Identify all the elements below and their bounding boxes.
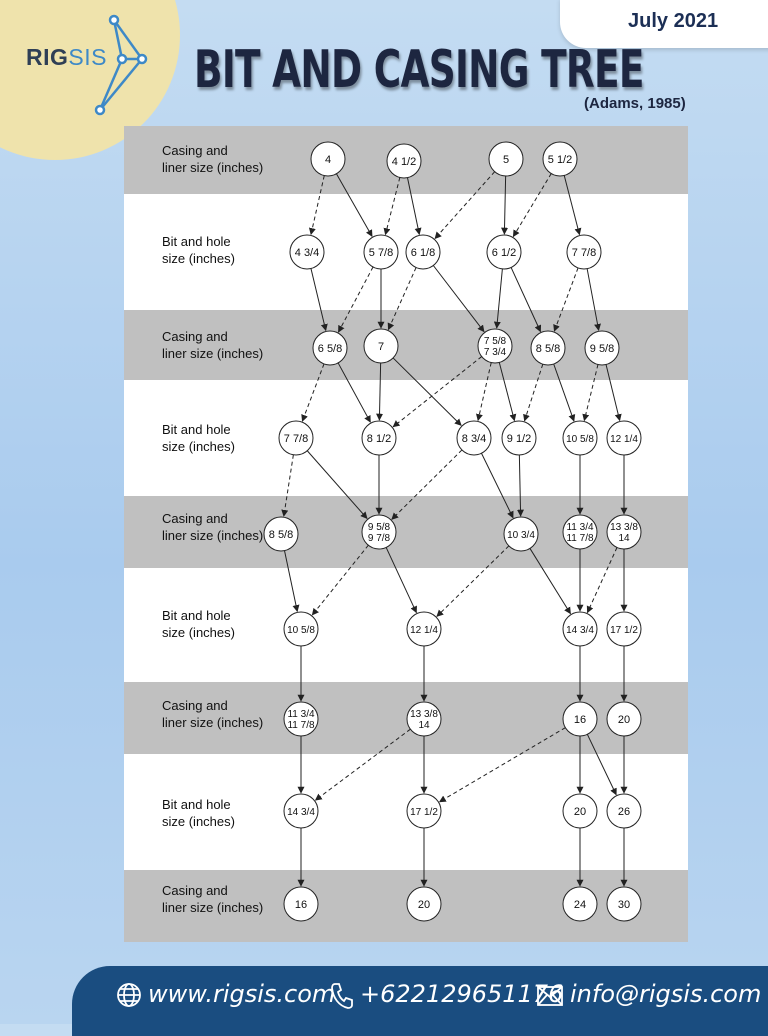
tree-node-b1214 <box>607 421 641 455</box>
tree-node-c1338b <box>407 702 441 736</box>
tree-node-c658 <box>313 331 347 365</box>
tree-node-c1134b <box>284 702 318 736</box>
tree-node-label: 20 <box>573 806 587 818</box>
tree-node-label: 7 5/8 <box>483 336 507 347</box>
tree-edge-c658-b778b <box>302 364 324 421</box>
tree-edge-b612-c758 <box>497 269 503 328</box>
tree-node-c20 <box>607 702 641 736</box>
tree-node-label: 5 <box>502 154 510 166</box>
tree-edge-b612-c858 <box>511 267 540 331</box>
row-label-line: Casing and <box>162 329 228 344</box>
tree-node-c858b <box>264 517 298 551</box>
tree-edge-c5-b618 <box>435 172 495 239</box>
tree-edge-b834-c958b <box>392 450 462 519</box>
tree-node-label: 8 5/8 <box>535 343 561 355</box>
tree-node-b20 <box>563 794 597 828</box>
tree-node-label: 10 5/8 <box>287 625 315 636</box>
tree-node-label: 14 3/4 <box>566 625 594 636</box>
row-label-line: Bit and hole <box>162 234 231 249</box>
tree-node-b1214b <box>407 612 441 646</box>
tree-node-label: 9 1/2 <box>506 433 532 445</box>
tree-node-label: 17 1/2 <box>410 807 438 818</box>
tree-edge-c758-b912 <box>499 362 514 420</box>
tree-node-b612 <box>487 235 521 269</box>
tree-edge-c16-b26 <box>587 734 616 794</box>
tree-node-b778b <box>279 421 313 455</box>
row-label-line: liner size (inches) <box>162 900 264 915</box>
row-label-line: Casing and <box>162 698 228 713</box>
tree-node-c5 <box>489 142 523 176</box>
mail-icon <box>536 984 564 1008</box>
tree-edge-c858-b1058 <box>554 364 574 421</box>
tree-edge-b912-c1034 <box>519 455 520 516</box>
tree-graph <box>124 126 688 942</box>
tree-node-b912 <box>502 421 536 455</box>
tree-node-label: 11 7/8 <box>287 720 315 731</box>
citation: (Adams, 1985) <box>584 95 686 112</box>
row-label-line: Bit and hole <box>162 608 231 623</box>
tree-node-label: 16 <box>573 714 587 726</box>
tree-node-label: 14 <box>418 720 430 731</box>
tree-node-label: 9 7/8 <box>367 533 391 544</box>
tree-node-c758 <box>478 329 512 363</box>
row-label-line: Casing and <box>162 143 228 158</box>
tree-node-label: 20 <box>417 899 431 911</box>
tree-node-c1134 <box>563 515 597 549</box>
tree-edge-c958-b1214 <box>606 365 620 421</box>
tree-node-c958 <box>585 331 619 365</box>
email-link[interactable]: info@rigsis.com <box>570 980 762 1008</box>
tree-node-label: 6 5/8 <box>317 343 343 355</box>
tree-edge-c5-b612 <box>504 176 505 234</box>
tree-edge-b834-c1034 <box>481 453 513 518</box>
tree-node-label: 5 1/2 <box>547 154 573 166</box>
tree-edge-b434-c658 <box>311 269 326 331</box>
website-link[interactable]: www.rigsis.com <box>148 980 336 1008</box>
tree-edge-c958-b1058 <box>584 365 598 421</box>
tree-edge-b778-c858 <box>554 268 578 331</box>
tree-node-label: 4 1/2 <box>391 156 417 168</box>
tree-node-label: 26 <box>617 806 631 818</box>
tree-edge-c5h-b778 <box>564 175 579 234</box>
tree-node-c4h <box>387 144 421 178</box>
tree-node-label: 7 3/4 <box>483 347 507 358</box>
tree-node-label: 13 3/8 <box>410 709 438 720</box>
tree-node-label: 8 1/2 <box>366 433 392 445</box>
tree-edge-c4h-b618 <box>407 178 419 235</box>
tree-edge-b778-c958 <box>587 269 599 331</box>
tree-edge-c1338b-b1434b <box>315 729 410 800</box>
tree-node-c7 <box>364 329 398 363</box>
tree-edge-c858-b912 <box>525 364 543 421</box>
row-label-line: size (inches) <box>162 625 235 640</box>
tree-node-b834 <box>457 421 491 455</box>
logo-wordmark <box>26 44 107 71</box>
tree-node-label: 20 <box>617 714 631 726</box>
tree-node-label: 6 1/2 <box>491 247 517 259</box>
tree-edge-b578-c658 <box>338 267 373 332</box>
tree-node-label: 8 5/8 <box>268 529 294 541</box>
tree-node-label: 12 1/4 <box>610 434 638 445</box>
row-label-line: Bit and hole <box>162 422 231 437</box>
tree-node-b1712b <box>407 794 441 828</box>
tree-edge-c4h-b578 <box>385 177 399 234</box>
tree-edge-c1338-b1434 <box>587 547 617 612</box>
tree-edge-c958b-b1058b <box>312 545 368 615</box>
tree-node-b1058b <box>284 612 318 646</box>
tree-node-label: 14 <box>618 533 630 544</box>
tree-node-b618 <box>406 235 440 269</box>
row-label-line: size (inches) <box>162 814 235 829</box>
row-label-line: Casing and <box>162 883 228 898</box>
tree-node-b578 <box>364 235 398 269</box>
page-title: BIT AND CASING TREE <box>194 40 644 100</box>
row-label-line: liner size (inches) <box>162 160 264 175</box>
tree-node-b434 <box>290 235 324 269</box>
tree-edge-c858b-b1058b <box>285 551 298 612</box>
tree-node-b1058 <box>563 421 597 455</box>
tree-node-c5h <box>543 142 577 176</box>
tree-node-c16b <box>284 887 318 921</box>
tree-edge-b778b-c958b <box>307 451 367 519</box>
tree-node-c4 <box>311 142 345 176</box>
row-label-line: Casing and <box>162 511 228 526</box>
tree-edge-c758-b834 <box>478 363 491 421</box>
row-label-line: size (inches) <box>162 439 235 454</box>
tree-node-label: 7 7/8 <box>571 247 597 259</box>
tree-node-label: 9 5/8 <box>589 343 615 355</box>
tree-edge-c5h-b612 <box>513 174 551 237</box>
tree-edge-b618-c7 <box>388 268 416 330</box>
row-label-line: Bit and hole <box>162 797 231 812</box>
row-label-line: liner size (inches) <box>162 528 264 543</box>
tree-node-c1338 <box>607 515 641 549</box>
tree-node-b1434b <box>284 794 318 828</box>
tree-node-label: 8 3/4 <box>461 433 487 445</box>
tree-edge-b778b-c858b <box>284 455 294 516</box>
tree-edge-c958b-b1214b <box>386 547 416 612</box>
tree-node-label: 10 5/8 <box>566 434 594 445</box>
tree-node-label: 11 3/4 <box>287 709 315 720</box>
tree-node-label: 6 1/8 <box>410 247 436 259</box>
tree-node-c16 <box>563 702 597 736</box>
tree-edge-c1034-b1214b <box>437 546 509 617</box>
tree-edge-c4-b578 <box>336 174 372 237</box>
tree-node-label: 10 3/4 <box>507 530 535 541</box>
tree-edge-c758-b812 <box>393 357 482 427</box>
logo-rig: RIG <box>26 44 69 70</box>
tree-edge-c7-b834 <box>393 358 461 425</box>
tree-node-label: 13 3/8 <box>610 522 638 533</box>
tree-node-label: 7 <box>377 341 385 353</box>
tree-node-b778 <box>567 235 601 269</box>
tree-node-c30 <box>607 887 641 921</box>
row-label-line: size (inches) <box>162 251 235 266</box>
tree-node-label: 30 <box>617 899 631 911</box>
tree-node-c20b <box>407 887 441 921</box>
tree-node-label: 4 <box>324 154 332 166</box>
row-label-line: liner size (inches) <box>162 346 264 361</box>
tree-node-label: 12 1/4 <box>410 625 438 636</box>
tree-node-label: 5 7/8 <box>368 247 394 259</box>
tree-edge-c7-b812 <box>379 363 380 420</box>
tree-node-label: 14 3/4 <box>287 807 315 818</box>
tree-node-c1034 <box>504 517 538 551</box>
tree-node-b1712 <box>607 612 641 646</box>
row-label-line: liner size (inches) <box>162 715 264 730</box>
tree-node-label: 24 <box>573 899 587 911</box>
globe-icon <box>116 982 142 1008</box>
phone-icon <box>330 982 354 1010</box>
tree-edge-c1034-b1434 <box>530 548 571 613</box>
tree-node-label: 9 5/8 <box>367 522 391 533</box>
tree-node-b812 <box>362 421 396 455</box>
tree-node-label: 11 7/8 <box>566 533 594 544</box>
tree-node-c24 <box>563 887 597 921</box>
tree-node-label: 17 1/2 <box>610 625 638 636</box>
tree-node-c858 <box>531 331 565 365</box>
tree-edge-b618-c758 <box>433 265 484 331</box>
tree-node-label: 11 3/4 <box>566 522 594 533</box>
phone-number[interactable]: +622129651176 <box>360 980 564 1008</box>
bit-casing-tree-diagram <box>124 126 688 942</box>
tree-edge-c658-b812 <box>338 363 370 422</box>
tree-node-b1434 <box>563 612 597 646</box>
tree-node-label: 4 3/4 <box>294 247 320 259</box>
tree-node-label: 16 <box>294 899 308 911</box>
tree-node-b26 <box>607 794 641 828</box>
tree-node-label: 7 7/8 <box>283 433 309 445</box>
logo-sis: SIS <box>68 44 107 70</box>
tree-edge-c16-b1712b <box>440 728 566 802</box>
tree-edge-c4-b434 <box>311 176 324 235</box>
date-label: July 2021 <box>628 10 719 32</box>
tree-node-c958b <box>362 515 396 549</box>
